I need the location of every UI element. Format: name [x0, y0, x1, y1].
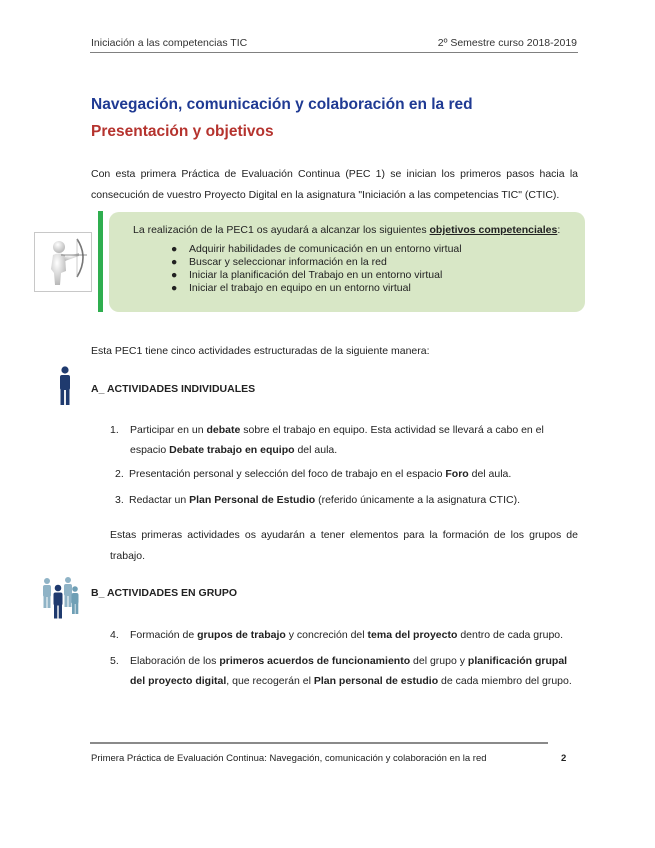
section-a-heading: A_ ACTIVIDADES INDIVIDUALES [91, 383, 256, 395]
intro-paragraph: Con esta primera Práctica de Evaluación Continua (PEC 1) se inician los primeros pasos hacia la consecución de vuestro Proyecto Digital en la asignatura "Iniciación a las competencias TIC" (CTIC). [91, 168, 578, 201]
header-course-title: Iniciación a las competencias TIC [91, 37, 248, 49]
activity-item-5: 5. Elaboración de los primeros acuerdos de funcionamiento del grupo y planificación grupal del proyecto digital, que recogerán el Plan personal de estudio de cada miembro del grupo. [110, 651, 578, 691]
list-item: ● Iniciar el trabajo en equipo en un entorno virtual [171, 282, 411, 294]
bullet-icon: ● [171, 243, 178, 255]
item-number: 5. [110, 655, 119, 667]
item-number: 2. [115, 468, 124, 480]
section-subtitle: Presentación y objetivos [91, 123, 274, 140]
bullet-icon: ● [171, 256, 178, 268]
item-number: 3. [115, 494, 124, 506]
activity-item-2: 2. Presentación personal y selección del foco de trabajo en el espacio Foro del aula. [115, 464, 578, 484]
objectives-intro: La realización de la PEC1 os ayudará a alcanzar los siguientes objetivos competenciales: [133, 224, 561, 236]
objectives-accent-bar [98, 211, 103, 312]
header-divider [90, 52, 578, 53]
list-item: ● Buscar y seleccionar información en la red [171, 256, 387, 268]
structure-text: Esta PEC1 tiene cinco actividades estructuradas de la siguiente manera: [91, 345, 430, 357]
footer-divider [90, 742, 548, 744]
page-number: 2 [561, 753, 567, 764]
list-item: ● Iniciar la planificación del Trabajo en un entorno virtual [171, 269, 443, 281]
list-item: ● Adquirir habilidades de comunicación en un entorno virtual [171, 243, 462, 255]
header-semester: 2º Semestre curso 2018-2019 [437, 37, 577, 49]
objectives-keyword: objetivos competenciales [429, 224, 558, 236]
activity-item-4: 4. Formación de grupos de trabajo y concreción del tema del proyecto dentro de cada grupo. [110, 625, 578, 645]
bullet-icon: ● [171, 282, 178, 294]
item-number: 1. [110, 424, 119, 436]
item-number: 4. [110, 629, 119, 641]
section-a-closing: Estas primeras actividades os ayudarán a tener elementos para la formación de los grupos de trabajo. [110, 529, 578, 562]
activity-item-1: 1. Participar en un debate sobre el trabajo en equipo. Esta actividad se llevará a cabo en el espacio Debate trabajo en equipo del aula. [110, 420, 578, 460]
activity-item-3: 3. Redactar un Plan Personal de Estudio (referido únicamente a la asignatura CTIC). [115, 490, 578, 510]
single-person-icon [57, 366, 73, 411]
archer-illustration [34, 232, 92, 292]
archer-icon [35, 233, 91, 291]
objectives-list [171, 243, 462, 295]
footer-text: Primera Práctica de Evaluación Continua: Navegación, comunicación y colaboración en la red [91, 753, 487, 764]
group-people-icon [41, 575, 81, 624]
section-b-heading: B_ ACTIVIDADES EN GRUPO [91, 587, 238, 599]
bullet-icon: ● [171, 269, 178, 281]
page-title: Navegación, comunicación y colaboración en la red [91, 96, 473, 113]
